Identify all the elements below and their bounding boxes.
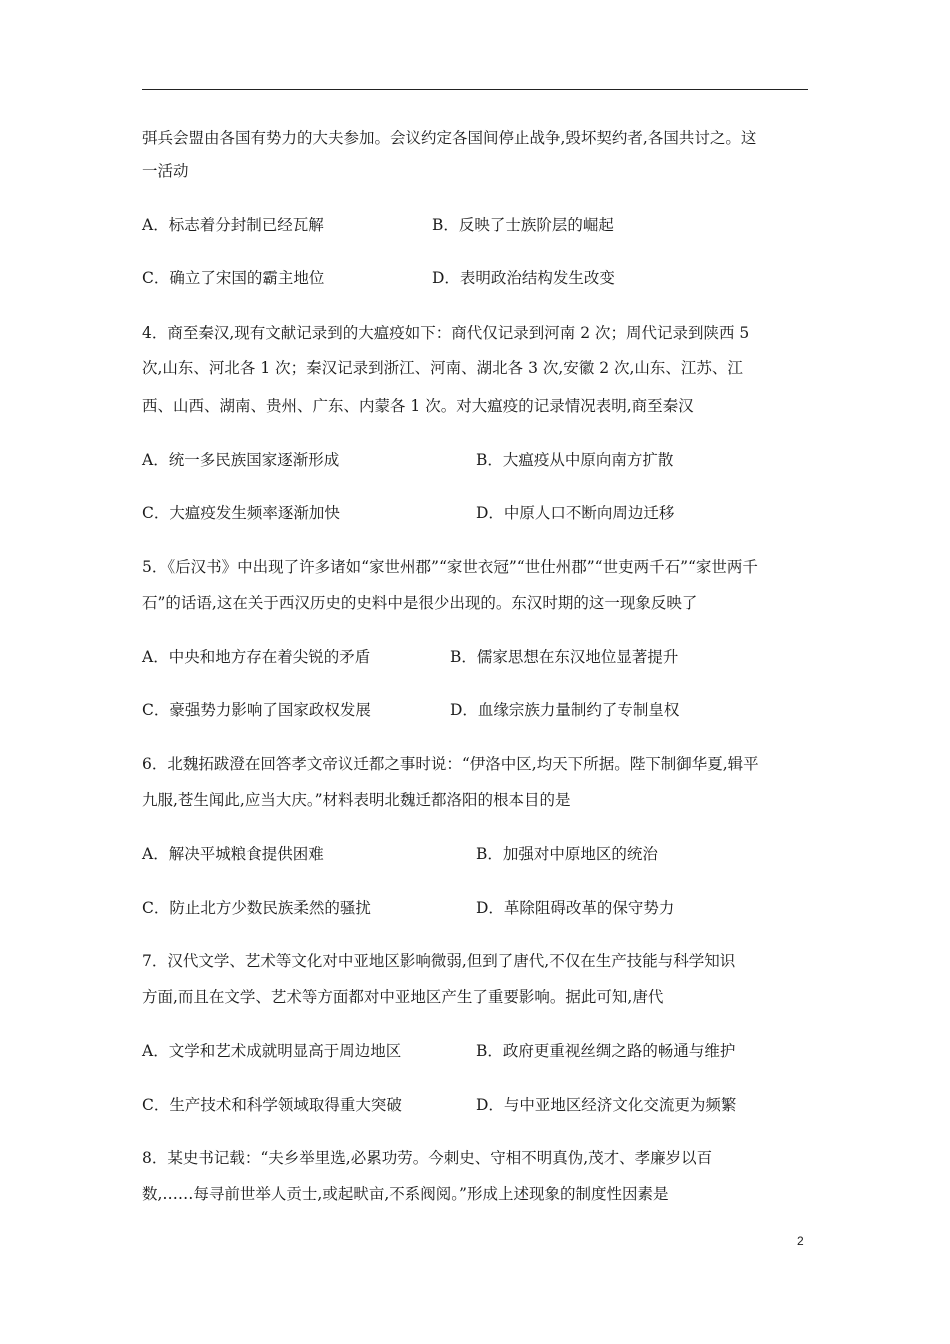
q5-option-c[interactable]: C．豪强势力影响了国家政权发展: [142, 701, 371, 719]
q7-option-b[interactable]: B．政府更重视丝绸之路的畅通与维护: [476, 1042, 736, 1060]
q3-option-b[interactable]: B．反映了士族阶层的崛起: [432, 216, 614, 234]
q4-option-b[interactable]: B．大瘟疫从中原向南方扩散: [476, 451, 674, 469]
q5-option-a[interactable]: A．中央和地方存在着尖锐的矛盾: [142, 648, 371, 666]
q8-stem-line-1: 8．某史书记载：“夫乡举里选,必累功劳。今刺史、守相不明真伪,茂才、孝廉岁以百: [142, 1149, 713, 1167]
q5-option-b[interactable]: B．儒家思想在东汉地位显著提升: [450, 648, 679, 666]
q7-option-c[interactable]: C．生产技术和科学领域取得重大突破: [142, 1096, 402, 1114]
q4-stem-line-1: 4．商至秦汉,现有文献记录到的大瘟疫如下：商代仅记录到河南 2 次；周代记录到陕西 5: [142, 324, 750, 342]
q4-stem-line-2: 次,山东、河北各 1 次；秦汉记录到浙江、河南、湖北各 3 次,安徽 2 次,山东、江苏、江: [142, 359, 743, 377]
header-rule: [142, 89, 808, 90]
q6-stem-line-2: 九服,苍生闻此,应当大庆。”材料表明北魏迁都洛阳的根本目的是: [142, 791, 571, 809]
q7-option-d[interactable]: D．与中亚地区经济文化交流更为频繁: [476, 1096, 737, 1114]
q3-option-d[interactable]: D．表明政治结构发生改变: [432, 269, 615, 287]
q5-option-d[interactable]: D．血缘宗族力量制约了专制皇权: [450, 701, 680, 719]
q6-option-a[interactable]: A．解决平城粮食提供困难: [142, 845, 324, 863]
q6-option-b[interactable]: B．加强对中原地区的统治: [476, 845, 658, 863]
q5-stem-line-1: 5．《后汉书》中出现了许多诸如“家世州郡”“家世衣冠”“世仕州郡”“世吏两千石”“家世两千: [142, 558, 758, 576]
q3-option-c[interactable]: C．确立了宋国的霸主地位: [142, 269, 325, 287]
q5-stem-line-2: 石”的话语,这在关于西汉历史的史料中是很少出现的。东汉时期的这一现象反映了: [142, 594, 698, 612]
q4-option-c[interactable]: C．大瘟疫发生频率逐渐加快: [142, 504, 340, 522]
q7-stem-line-1: 7．汉代文学、艺术等文化对中亚地区影响微弱,但到了唐代,不仅在生产技能与科学知识: [142, 952, 736, 970]
page-number: 2: [797, 1234, 804, 1248]
q4-option-d[interactable]: D．中原人口不断向周边迁移: [476, 504, 675, 522]
q3-option-a[interactable]: A．标志着分封制已经瓦解: [142, 216, 324, 234]
q8-stem-line-2: 数,……每寻前世举人贡士,或起畎亩,不系阀阅。”形成上述现象的制度性因素是: [142, 1185, 669, 1203]
q6-stem-line-1: 6．北魏拓跋澄在回答孝文帝议迁都之事时说：“伊洛中区,均天下所据。陛下制御华夏,辑平: [142, 755, 759, 773]
q3-stem-line-1: 弭兵会盟由各国有势力的大夫参加。会议约定各国间停止战争,毁坏契约者,各国共讨之。这: [142, 129, 757, 147]
q4-option-a[interactable]: A．统一多民族国家逐渐形成: [142, 451, 340, 469]
q6-option-c[interactable]: C．防止北方少数民族柔然的骚扰: [142, 899, 371, 917]
q6-option-d[interactable]: D．革除阻碍改革的保守势力: [476, 899, 675, 917]
q7-option-a[interactable]: A．文学和艺术成就明显高于周边地区: [142, 1042, 402, 1060]
q3-stem-line-2: 一活动: [142, 162, 189, 180]
q4-stem-line-3: 西、山西、湖南、贵州、广东、内蒙各 1 次。对大瘟疫的记录情况表明,商至秦汉: [142, 397, 694, 415]
q7-stem-line-2: 方面,而且在文学、艺术等方面都对中亚地区产生了重要影响。据此可知,唐代: [142, 988, 664, 1006]
